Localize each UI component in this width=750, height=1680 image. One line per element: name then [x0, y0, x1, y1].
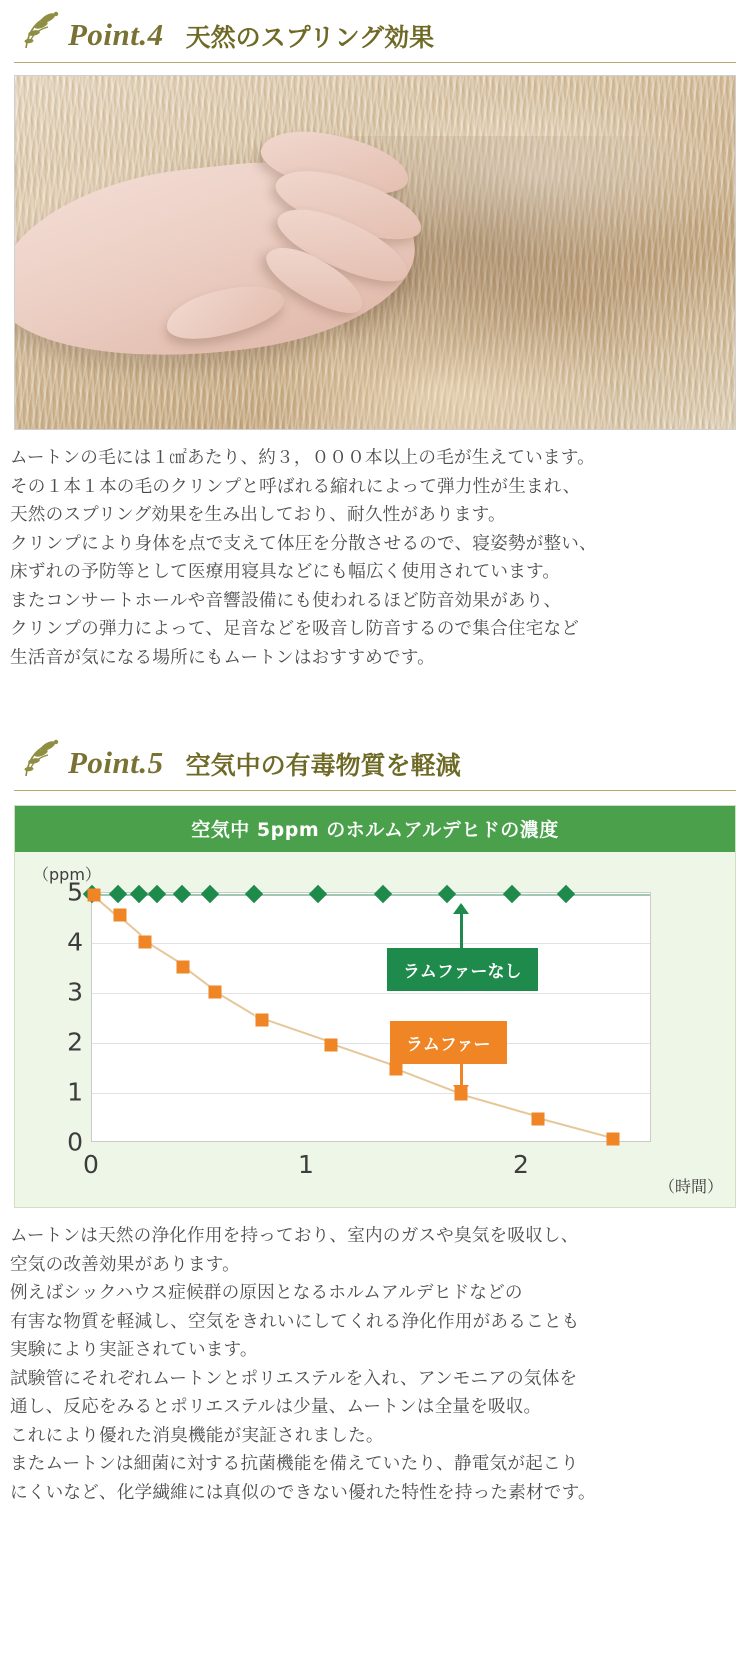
body-line: 試験管にそれぞれムートンとポリエステルを入れ、アンモニアの気体を: [10, 1368, 578, 1389]
chart-x-tick: 0: [83, 1150, 99, 1179]
section-heading-point5: [14, 728, 736, 791]
data-point-lamb-fur: [532, 1113, 545, 1126]
legend-lamb-fur: ラムファー: [390, 1021, 507, 1064]
leaf-flourish-icon: [14, 736, 68, 780]
data-point-no-lamb-fur: [374, 885, 392, 903]
data-point-no-lamb-fur: [503, 885, 521, 903]
hand-pressing-mouton-fur-photo: [14, 75, 736, 430]
data-point-no-lamb-fur: [245, 885, 263, 903]
annotation-arrow-down-line: [460, 1058, 463, 1088]
chart-x-tick: 2: [513, 1150, 529, 1179]
section-heading-point4: [14, 0, 736, 63]
body-line: 実験により実証されています。: [10, 1340, 258, 1360]
chart-y-tick: 1: [67, 1077, 83, 1107]
body-line: ムートンは天然の浄化作用を持っており、室内のガスや臭気を吸収し、: [10, 1226, 579, 1246]
data-point-no-lamb-fur: [109, 885, 127, 903]
data-point-lamb-fur: [390, 1063, 403, 1076]
photo-container: [14, 75, 736, 430]
data-point-lamb-fur: [114, 909, 127, 922]
point5-body-text: [10, 1222, 740, 1507]
data-point-no-lamb-fur: [438, 885, 456, 903]
point-label: Point.5: [68, 745, 164, 780]
chart-y-tick: 2: [67, 1027, 83, 1057]
data-point-lamb-fur: [139, 936, 152, 949]
annotation-arrow-up-head: [453, 903, 469, 914]
body-line: 空気の改善効果があります。: [10, 1254, 240, 1275]
point-label: Point.4: [68, 17, 164, 52]
leaf-flourish-icon: [14, 8, 68, 52]
data-point-no-lamb-fur: [309, 885, 327, 903]
chart-y-tick: 3: [67, 977, 83, 1007]
page-title: 天然のスプリング効果: [185, 23, 435, 52]
chart-x-axis-label: （時間）: [658, 1177, 723, 1196]
data-point-no-lamb-fur: [148, 885, 166, 903]
body-line: またコンサートホールや音響設備にも使われるほど防音効果があり、: [10, 590, 562, 611]
annotation-arrow-down-head: [453, 1085, 469, 1096]
chart-y-tick: 0: [67, 1127, 83, 1157]
body-line: クリンプにより身体を点で支えて体圧を分散させるので、寝姿勢が整い、: [10, 533, 597, 554]
chart-x-tick: 1: [298, 1150, 314, 1179]
data-point-no-lamb-fur: [173, 885, 191, 903]
gridline: [92, 993, 650, 994]
chart-y-tick: 4: [67, 927, 83, 957]
gridline: [92, 943, 650, 944]
series-line-lamb-fur: [534, 1116, 610, 1138]
chart-y-axis-label: （ppm）: [33, 865, 101, 884]
chart-title: 空気中 5ppm のホルムアルデヒドの濃度: [15, 806, 735, 852]
body-line: 天然のスプリング効果を生み出しており、耐久性があります。: [10, 505, 506, 525]
data-point-lamb-fur: [325, 1039, 338, 1052]
page-title: 空気中の有毒物質を軽減: [185, 751, 461, 780]
chart-y-tick: 5: [67, 877, 83, 907]
body-line: ムートンの毛には１㎠あたり、約３，０００本以上の毛が生えています。: [10, 448, 595, 468]
body-line: にくいなど、化学繊維には真似のできない優れた特性を持った素材です。: [10, 1482, 596, 1503]
point4-body-text: [10, 444, 740, 672]
chart-plot-area: [15, 852, 735, 1207]
spacer: [0, 672, 750, 728]
data-point-lamb-fur: [209, 986, 222, 999]
gridline: [92, 1093, 650, 1094]
body-line: 通し、反応をみるとポリエステルは少量、ムートンは全量を吸収。: [10, 1397, 542, 1417]
data-point-no-lamb-fur: [557, 885, 575, 903]
body-line: その１本１本の毛のクリンプと呼ばれる縮れによって弾力性が生まれ、: [10, 476, 581, 497]
gridline: [92, 1043, 650, 1044]
body-line: 床ずれの予防等として医療用寝具などにも幅広く使用されています。: [10, 562, 561, 582]
chart-canvas: [91, 892, 651, 1142]
body-line: またムートンは細菌に対する抗菌機能を備えていたり、静電気が起こり: [10, 1454, 579, 1474]
formaldehyde-chart: [14, 805, 736, 1208]
body-line: 生活音が気になる場所にもムートンはおすすめです。: [10, 647, 435, 668]
data-point-lamb-fur: [256, 1014, 269, 1027]
body-line: 例えばシックハウス症候群の原因となるホルムアルデヒドなどの: [10, 1283, 523, 1303]
data-point-lamb-fur: [607, 1133, 620, 1146]
data-point-lamb-fur: [177, 961, 190, 974]
legend-no-lamb-fur: ラムファーなし: [387, 948, 538, 991]
body-line: 有害な物質を軽減し、空気をきれいにしてくれる浄化作用があることも: [10, 1311, 580, 1332]
data-point-no-lamb-fur: [130, 885, 148, 903]
data-point-no-lamb-fur: [201, 885, 219, 903]
data-point-lamb-fur: [88, 889, 101, 902]
body-line: クリンプの弾力によって、足音などを吸音し防音するので集合住宅など: [10, 619, 580, 639]
body-line: これにより優れた消臭機能が実証されました。: [10, 1425, 384, 1446]
